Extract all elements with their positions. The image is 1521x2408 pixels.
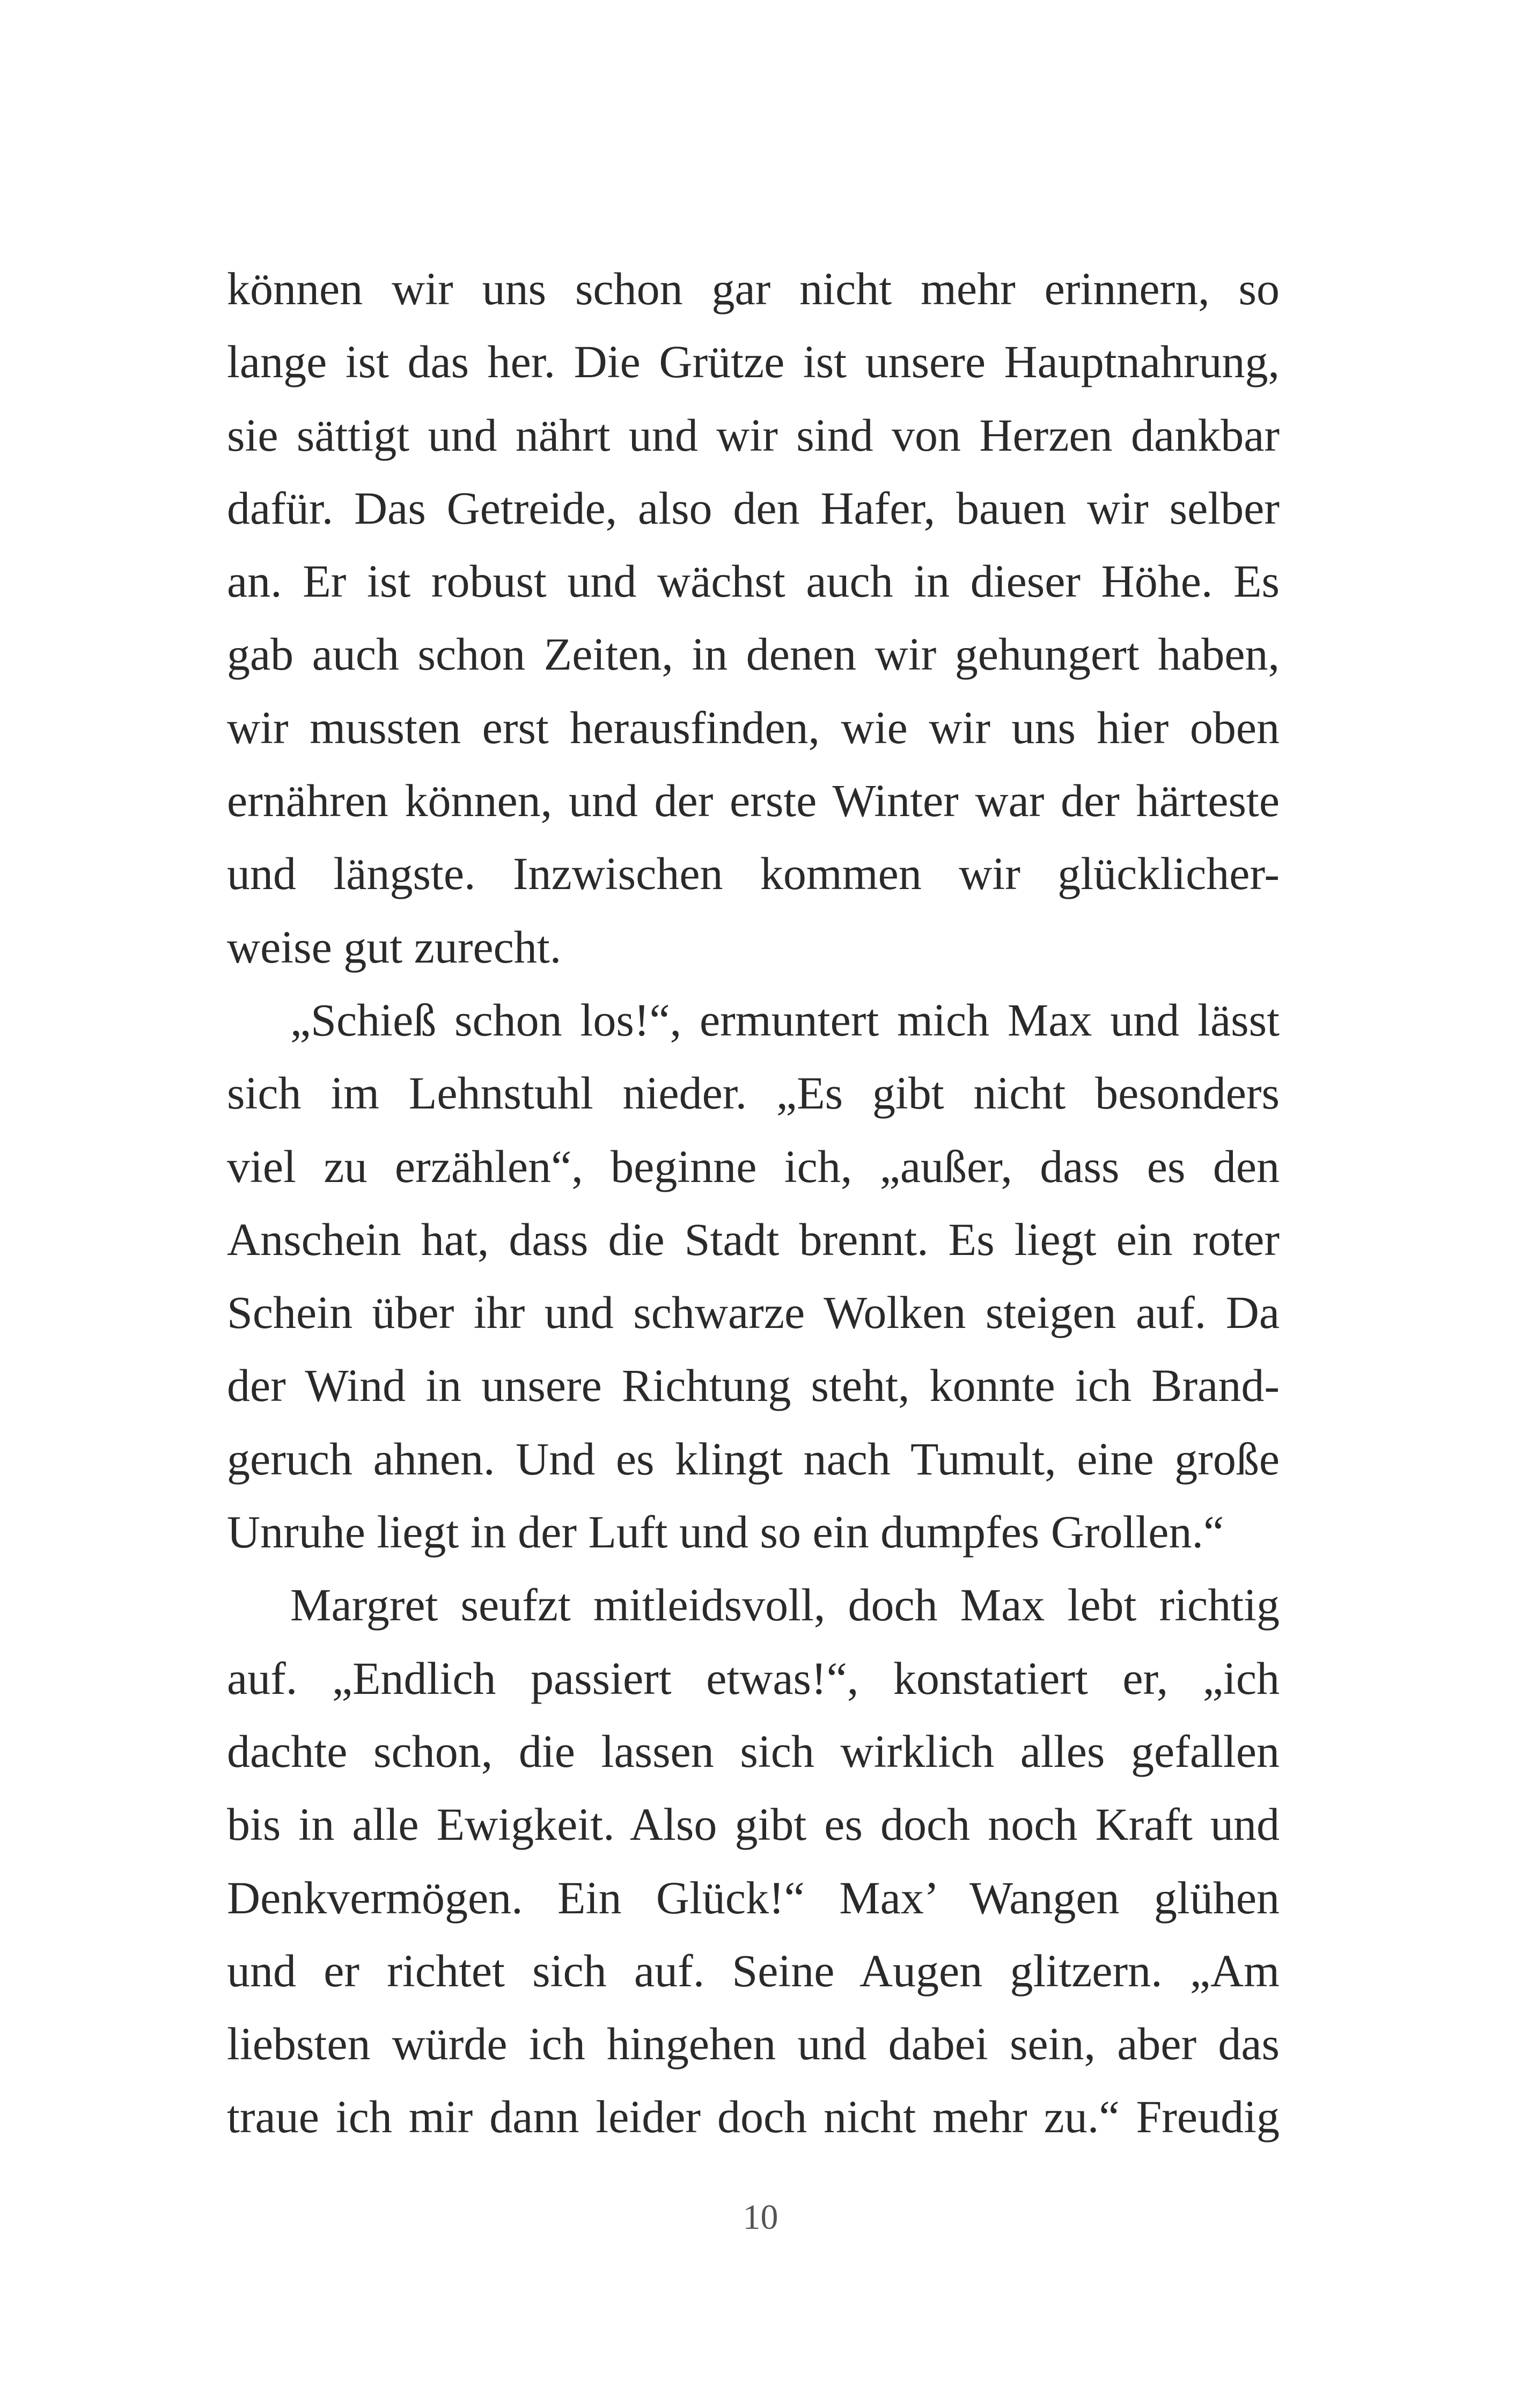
text-line: Schein über ihr und schwarze Wolken steigen auf. Da (227, 1287, 1280, 1339)
text-line: sie sättigt und nährt und wir sind von Herzen dankbar (227, 409, 1280, 461)
text-line: und er richtet sich auf. Seine Augen glitzern. „Am (227, 1944, 1280, 1996)
text-line: sich im Lehnstuhl nieder. „Es gibt nicht besonders (227, 1067, 1280, 1119)
text-line: Anschein hat, dass die Stadt brennt. Es liegt ein roter (227, 1213, 1280, 1265)
text-line: weise gut zurecht. (227, 921, 562, 973)
text-line: dafür. Das Getreide, also den Hafer, bauen wir selber (227, 482, 1280, 534)
text-line: dachte schon, die lassen sich wirklich alles gefallen (227, 1725, 1280, 1777)
text-line: bis in alle Ewigkeit. Also gibt es doch noch Kraft und (227, 1798, 1280, 1851)
text-line: an. Er ist robust und wächst auch in dieser Höhe. Es (227, 555, 1280, 607)
body-text (227, 252, 1280, 2154)
text-line: liebsten würde ich hingehen und dabei sein, aber das (227, 2018, 1280, 2070)
text-line: viel zu erzählen“, beginne ich, „außer, dass es den (227, 1140, 1280, 1192)
text-line: traue ich mir dann leider doch nicht mehr zu.“ Freudig (227, 2091, 1280, 2143)
text-line: auf. „Endlich passiert etwas!“, konstatiert er, „ich (227, 1652, 1280, 1704)
text-line: wir mussten erst herausfinden, wie wir uns hier oben (227, 701, 1280, 753)
text-line: ernähren können, und der erste Winter war der härteste (227, 775, 1280, 827)
text-line: geruch ahnen. Und es klingt nach Tumult, eine große (227, 1433, 1280, 1485)
text-line: Unruhe liegt in der Luft und so ein dumpfes Grollen.“ (227, 1506, 1224, 1558)
text-line: „Schieß schon los!“, ermuntert mich Max und lässt (290, 994, 1280, 1046)
page-number: 10 (743, 2198, 778, 2237)
text-line: Margret seufzt mitleidsvoll, doch Max lebt richtig (290, 1579, 1280, 1631)
text-line: der Wind in unsere Richtung steht, konnte ich Brand- (227, 1360, 1280, 1412)
text-line: Denkvermögen. Ein Glück!“ Max’ Wangen glühen (227, 1871, 1280, 1924)
text-line: lange ist das her. Die Grütze ist unsere Hauptnahrung, (227, 336, 1280, 388)
text-line: und längste. Inzwischen kommen wir glücklicher- (227, 848, 1280, 900)
text-line: gab auch schon Zeiten, in denen wir gehungert haben, (227, 628, 1280, 680)
text-line: können wir uns schon gar nicht mehr erinnern, so (227, 263, 1280, 314)
